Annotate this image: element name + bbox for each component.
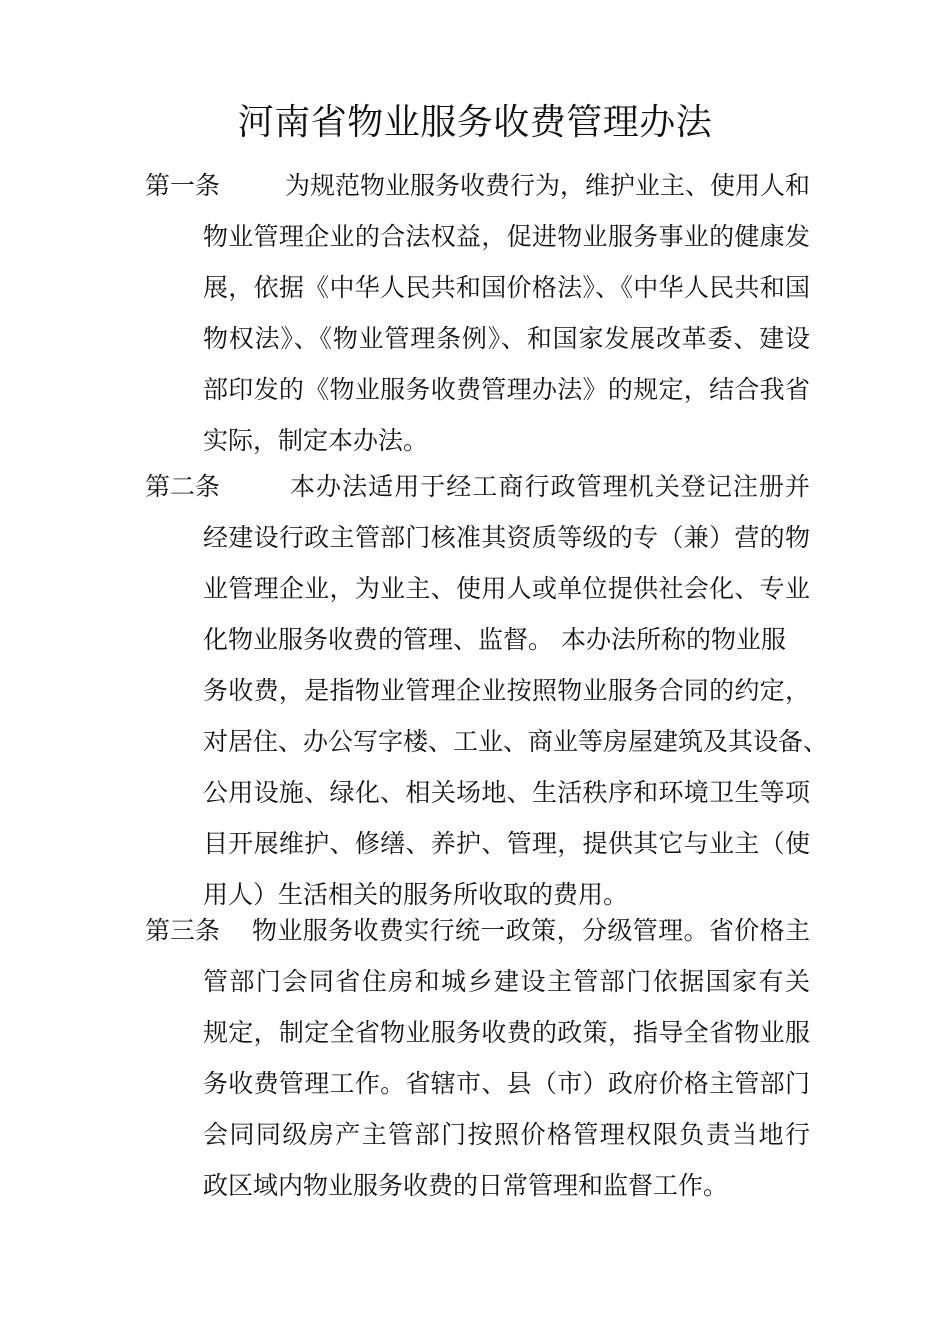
article-text-line: 经建设行政主管部门核准其资质等级的专（兼）营的物 <box>203 523 810 552</box>
article-text-line: 公用设施、绿化、相关场地、生活秩序和环境卫生等项 <box>203 778 810 807</box>
document-title: 河南省物业服务收费管理办法 <box>237 102 713 143</box>
article-text-line: 物业服务收费实行统一政策，分级管理。省价格主 <box>252 916 810 945</box>
article-text-line: 为规范物业服务收费行为，维护业主、使用人和 <box>285 171 811 200</box>
article-text-line: 管部门会同省住房和城乡建设主管部门依据国家有关 <box>203 967 810 996</box>
article-text-line: 物业管理企业的合法权益，促进物业服务事业的健康发 <box>203 222 810 251</box>
article-text-line: 政区域内物业服务收费的日常管理和监督工作。 <box>203 1171 729 1200</box>
article-text-line: 务收费管理工作。省辖市、县（市）政府价格主管部门 <box>203 1069 810 1098</box>
article-text-line: 化物业服务收费的管理、监督。 本办法所称的物业服 <box>203 625 786 654</box>
article-text-line: 务收费，是指物业管理企业按照物业服务合同的约定， <box>203 676 810 705</box>
article-text-line: 用人）生活相关的服务所收取的费用。 <box>203 880 629 909</box>
article-text-line: 实际，制定本办法。 <box>203 426 429 455</box>
article-text-line: 对居住、办公写字楼、工业、商业等房屋建筑及其设备、 <box>203 727 829 756</box>
article-text-line: 展，依据《中华人民共和国价格法》、《中华人民共和国 <box>203 273 810 302</box>
article-number: 第二条 <box>145 472 221 501</box>
article-text-line: 目开展维护、修缮、养护、管理，提供其它与业主（使 <box>203 829 810 858</box>
article-number: 第一条 <box>145 171 221 200</box>
article-3 <box>145 905 810 1211</box>
article-1 <box>145 160 810 466</box>
article-2 <box>145 461 829 920</box>
article-text-line: 物权法》、《物业管理条例》、和国家发展改革委、建设 <box>203 324 810 353</box>
article-number: 第三条 <box>145 916 221 945</box>
article-text-line: 部印发的《物业服务收费管理办法》的规定，结合我省 <box>203 375 810 404</box>
article-text-line: 业管理企业，为业主、使用人或单位提供社会化、专业 <box>203 574 810 603</box>
article-text-line: 本办法适用于经工商行政管理机关登记注册并 <box>290 472 810 501</box>
article-text-line: 规定，制定全省物业服务收费的政策，指导全省物业服 <box>203 1018 810 1047</box>
article-text-line: 会同同级房产主管部门按照价格管理权限负责当地行 <box>203 1120 810 1149</box>
